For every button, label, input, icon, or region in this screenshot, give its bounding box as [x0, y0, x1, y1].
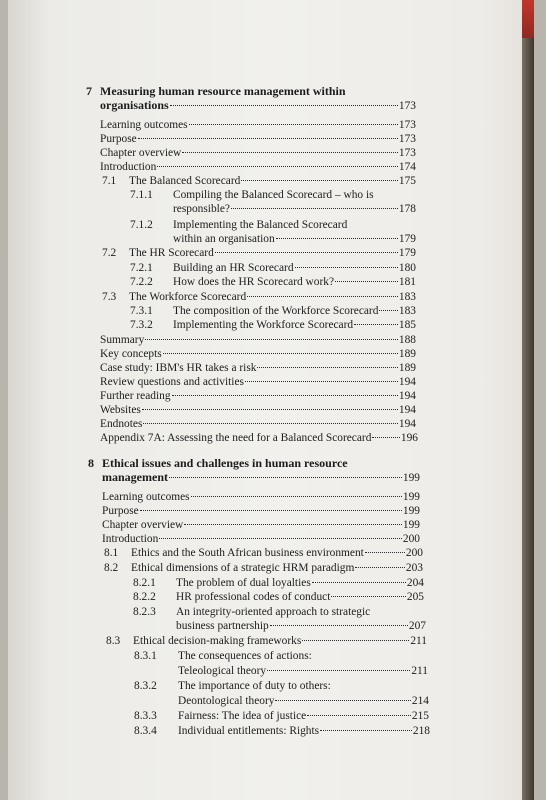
- page-number: 199: [402, 491, 420, 503]
- toc-entry[interactable]: [178, 724, 430, 738]
- toc-entry[interactable]: [176, 590, 424, 604]
- entry-title: Websites: [100, 404, 141, 416]
- page-number: 174: [398, 161, 416, 173]
- toc-entry[interactable]: [173, 261, 416, 275]
- page-number: 183: [398, 291, 416, 303]
- toc-entry[interactable]: [131, 561, 423, 575]
- chapter-title: Ethical issues and challenges in human resource: [102, 456, 348, 470]
- page-number: 196: [400, 432, 418, 444]
- toc-entry[interactable]: [102, 504, 420, 518]
- page-number: 194: [398, 390, 416, 402]
- page-number: 179: [398, 233, 416, 245]
- leader-dots: [215, 252, 398, 253]
- leader-dots: [140, 510, 402, 511]
- entry-title: Introduction: [100, 161, 157, 173]
- page-number: 173: [398, 147, 416, 159]
- page-number: 189: [398, 348, 416, 360]
- entry-title: Appendix 7A: Assessing the need for a Balanced Scorecard: [100, 432, 372, 444]
- leader-dots: [372, 437, 400, 438]
- section-number: 8.2: [104, 562, 119, 574]
- entry-title: Individual entitlements: Rights: [178, 725, 320, 737]
- entry-title: The consequences of actions:: [178, 650, 312, 662]
- section-number: 7.2.2: [130, 276, 153, 288]
- page-number: 205: [406, 591, 424, 603]
- page-number: 218: [412, 725, 430, 737]
- page-number: 194: [398, 404, 416, 416]
- entry-title: Ethics and the South African business environment: [131, 547, 364, 559]
- entry-title: Further reading: [100, 390, 171, 402]
- page-number: 199: [402, 519, 420, 531]
- leader-dots: [169, 477, 402, 478]
- page-number: 173: [398, 133, 416, 145]
- leader-dots: [184, 524, 402, 525]
- toc-entry[interactable]: [173, 202, 416, 216]
- entry-title: An integrity-oriented approach to strategic: [176, 606, 371, 618]
- toc-entry[interactable]: [100, 160, 416, 174]
- leader-dots: [295, 267, 398, 268]
- chapter-title-cont: organisations: [100, 98, 169, 112]
- toc-entry[interactable]: [100, 118, 416, 132]
- entry-title: The problem of dual loyalties: [176, 577, 311, 589]
- entry-title-cont: business partnership: [176, 620, 269, 632]
- toc-entry[interactable]: [100, 403, 416, 417]
- section-number: 8.3: [106, 635, 121, 647]
- page-number: 200: [405, 547, 423, 559]
- toc-entry[interactable]: [178, 664, 428, 678]
- toc-entry[interactable]: [129, 246, 416, 260]
- toc-entry[interactable]: [100, 417, 416, 431]
- leader-dots: [163, 353, 398, 354]
- entry-title: Chapter overview: [100, 147, 182, 159]
- page-number: 211: [411, 665, 428, 677]
- entry-title: The Workforce Scorecard: [129, 291, 247, 303]
- page-number: 178: [398, 203, 416, 215]
- toc-entry[interactable]: [100, 361, 416, 375]
- page-number: 199: [402, 472, 420, 484]
- section-number: 8.3.1: [134, 650, 157, 662]
- section-number: 7.1: [102, 175, 117, 187]
- page-number: 183: [398, 305, 416, 317]
- entry-title: Endnotes: [100, 418, 143, 430]
- page-number: 180: [398, 262, 416, 274]
- section-number: 7.1.1: [130, 189, 153, 201]
- section-number: 7.3: [102, 291, 117, 303]
- entry-title: The HR Scorecard: [129, 247, 214, 259]
- leader-dots: [331, 596, 406, 597]
- toc-entry[interactable]: [100, 132, 416, 146]
- page-number: 185: [398, 319, 416, 331]
- toc-entry[interactable]: [173, 275, 416, 289]
- entry-title: The Balanced Scorecard: [129, 175, 241, 187]
- leader-dots: [172, 395, 398, 396]
- leader-dots: [302, 640, 409, 641]
- toc-entry[interactable]: [173, 318, 416, 332]
- entry-title: Implementing the Balanced Scorecard: [173, 219, 348, 231]
- entry-title: Implementing the Workforce Scorecard: [173, 319, 354, 331]
- leader-dots: [267, 670, 410, 671]
- chapter-title: Measuring human resource management within: [100, 84, 346, 98]
- leader-dots: [379, 310, 397, 311]
- entry-title: How does the HR Scorecard work?: [173, 276, 335, 288]
- leader-dots: [182, 152, 398, 153]
- entry-title: The importance of duty to others:: [178, 680, 331, 692]
- section-number: 8.1: [104, 547, 119, 559]
- page-number: 204: [406, 577, 424, 589]
- entry-title: Ethical decision-making frameworks: [133, 635, 302, 647]
- entry-title: Ethical dimensions of a strategic HRM paradigm: [131, 562, 355, 574]
- toc-entry[interactable]: [102, 490, 420, 504]
- leader-dots: [247, 296, 398, 297]
- section-number: 7.1.2: [130, 219, 153, 231]
- section-number: 8.3.4: [134, 725, 157, 737]
- page-number: 181: [398, 276, 416, 288]
- toc-entry[interactable]: [100, 98, 416, 113]
- leader-dots: [355, 567, 405, 568]
- leader-dots: [312, 582, 406, 583]
- toc-entry[interactable]: [102, 518, 420, 532]
- toc-entry[interactable]: [100, 389, 416, 403]
- leader-dots: [157, 166, 398, 167]
- leader-dots: [143, 423, 398, 424]
- chapter-title-cont: management: [102, 470, 168, 484]
- toc-entry[interactable]: [131, 546, 423, 560]
- entry-title: Fairness: The idea of justice: [178, 710, 307, 722]
- entry-title: Compiling the Balanced Scorecard – who is: [173, 189, 374, 201]
- entry-title: Learning outcomes: [100, 119, 188, 131]
- leader-dots: [307, 715, 411, 716]
- leader-dots: [138, 138, 398, 139]
- page-number: 175: [398, 175, 416, 187]
- page-number: 179: [398, 247, 416, 259]
- toc-entry[interactable]: [100, 347, 416, 361]
- toc-entry[interactable]: [129, 174, 416, 188]
- page-number: 211: [410, 635, 427, 647]
- toc-entry[interactable]: [173, 232, 416, 246]
- section-number: 7.3.2: [130, 319, 153, 331]
- leader-dots: [159, 538, 402, 539]
- entry-title-cont: Teleological theory: [178, 665, 267, 677]
- page-number: 203: [405, 562, 423, 574]
- toc-entry[interactable]: [178, 694, 429, 708]
- toc-entry[interactable]: [100, 375, 416, 389]
- leader-dots: [142, 409, 398, 410]
- leader-dots: [320, 730, 412, 731]
- entry-title: Purpose: [100, 133, 137, 145]
- entry-title: Introduction: [102, 533, 159, 545]
- section-number: 8.2.3: [133, 606, 156, 618]
- entry-title: Key concepts: [100, 348, 162, 360]
- toc-entry[interactable]: [176, 619, 426, 633]
- entry-title: Summary: [100, 334, 145, 346]
- leader-dots: [365, 552, 405, 553]
- entry-title-cont: Deontological theory: [178, 695, 275, 707]
- entry-title: Chapter overview: [102, 519, 184, 531]
- entry-title-cont: responsible?: [173, 203, 230, 215]
- toc-entry[interactable]: [102, 532, 420, 546]
- leader-dots: [189, 124, 398, 125]
- entry-title: HR professional codes of conduct: [176, 591, 331, 603]
- entry-title: Review questions and activities: [100, 376, 244, 388]
- toc-entry[interactable]: [176, 576, 424, 590]
- leader-dots: [276, 238, 398, 239]
- toc-entry[interactable]: [102, 470, 420, 485]
- page-number: 215: [411, 710, 429, 722]
- page-number: 194: [398, 376, 416, 388]
- section-number: 8.3.2: [134, 680, 157, 692]
- page-number: 199: [402, 505, 420, 517]
- entry-title: Purpose: [102, 505, 139, 517]
- section-number: 8.2.1: [133, 577, 156, 589]
- entry-title: Learning outcomes: [102, 491, 190, 503]
- section-number: 8.3.3: [134, 710, 157, 722]
- leader-dots: [145, 339, 398, 340]
- page-number: 189: [398, 362, 416, 374]
- section-number: 8.2.2: [133, 591, 156, 603]
- chapter-number: 8: [88, 456, 94, 470]
- section-number: 7.2: [102, 247, 117, 259]
- entry-title: Case study: IBM's HR takes a risk: [100, 362, 257, 374]
- toc-entry[interactable]: [129, 290, 416, 304]
- page-number: 207: [408, 620, 426, 632]
- chapter-number: 7: [86, 84, 92, 98]
- leader-dots: [191, 496, 402, 497]
- entry-title: Building an HR Scorecard: [173, 262, 294, 274]
- leader-dots: [231, 208, 398, 209]
- page-number: 173: [398, 100, 416, 112]
- toc-entry[interactable]: [173, 304, 416, 318]
- toc-entry[interactable]: [100, 431, 418, 445]
- leader-dots: [354, 324, 398, 325]
- toc-entry[interactable]: [100, 146, 416, 160]
- page-number: 194: [398, 418, 416, 430]
- leader-dots: [270, 625, 408, 626]
- entry-title: The composition of the Workforce Scorecard: [173, 305, 379, 317]
- leader-dots: [241, 180, 398, 181]
- section-number: 7.3.1: [130, 305, 153, 317]
- toc-entry[interactable]: [100, 333, 416, 347]
- leader-dots: [335, 281, 398, 282]
- page-number: 214: [411, 695, 429, 707]
- leader-dots: [257, 367, 397, 368]
- page-number: 173: [398, 119, 416, 131]
- leader-dots: [275, 700, 410, 701]
- entry-title-cont: within an organisation: [173, 233, 275, 245]
- leader-dots: [170, 105, 398, 106]
- page-number: 188: [398, 334, 416, 346]
- toc-entry[interactable]: [133, 634, 427, 648]
- page-number: 200: [402, 533, 420, 545]
- section-number: 7.2.1: [130, 262, 153, 274]
- toc-entry[interactable]: [178, 709, 429, 723]
- leader-dots: [245, 381, 398, 382]
